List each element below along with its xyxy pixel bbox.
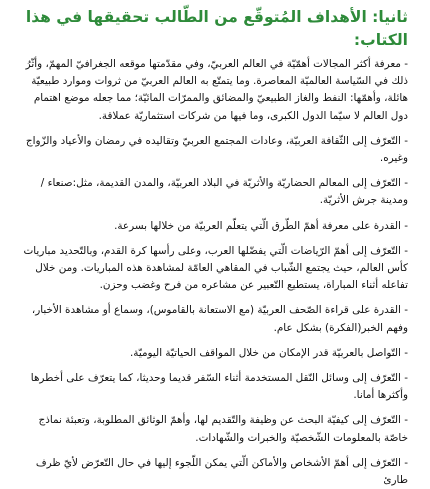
list-item: - التّعرّف إلى المعالم الحضاريّة والأثريّة في البلاد العربيّة، والمدن القديمة، مثل:صنعاء / ومدينة جرش الأثريّة. (40, 177, 408, 207)
list-item: - التّعرّف إلى وسائل النّقل المستخدمة أثناء السّفر قديما وحديثا، كما يتعرّف على أخطرها وأكثرها أمانا. (30, 372, 408, 402)
list-item: - التّعرّف إلى كيفيّة البحث عن وظيفة والتّقديم لها، وأهمّ الوثائق المطلوبة، وتعبئة نماذج خاصّة بالمعلومات الشّخصيّة والخبرات والشّهادات. (38, 414, 408, 444)
list-item: - التّعرّف إلى أهمّ الرّياضات الّتي يفضّلها العرب، وعلى رأسها كرة القدم، وبالتّحديد مباريات كأس العالم، حيث يجتمع الشّباب في المقاهي العامّة لمشاهدة هذه المباريات. ومن خلال تفاعله أثناء المباراة، يستطيع التّعبير عن مشاعره من فرح وغضب وحزن. (23, 244, 408, 292)
list-item: - معرفة أكثر المجالات أهمّيّة في العالم العربيّ، وفي مقدّمتها موقعه الجغرافيّ المهمّ، وأثّرُ ذلك في السّياسة العالميّة المعاصرة. وما يتمتّع به العالم العربيّ من ثروات وموارد طبيعيّة هائلة، وأهمّها: النفط والغاز الطبيعيّ والمضائق والممرّات المائيّة؛ مما جعله موضع اهتمام دول العالم لا سيّما الدول الكبرى، وما فيها من شركات استثماريّة عملاقة. (25, 58, 408, 122)
list-item: - التّعرّف إلى الثّقافة العربيّة، وعادات المجتمع العربيّ وتقاليده في رمضان والأعياد والزّواج وغيره. (25, 134, 408, 165)
list-item: - القدرة على قراءة الصّحف العربيّة (مع الاستعانة بالقاموس)، وسماع أو مشاهدة الأخبار، وفهم الخبر(الفكرة) بشكل عام. (31, 304, 408, 334)
list-item: - التّعرّف إلى أهمّ الأشخاص والأماكن الّتي يمكن اللّجوء إليها في حال التّعرّض لأيّ ظرف طارئ (35, 456, 408, 487)
list-item: - القدرة على معرفة أهمّ الطّرق الّتي يتعلّم العربيّة من خلالها بسرعة. (114, 219, 408, 232)
objectives-list (20, 56, 408, 489)
section-heading: ثانيا: الأهداف المُتوقّع من الطّالب تحقيقها في هذا الكتاب: (25, 8, 408, 49)
list-item: - التّواصل بالعربيّة قدر الإمكان من خلال المواقف الحياتيّة اليوميّة. (129, 346, 408, 359)
